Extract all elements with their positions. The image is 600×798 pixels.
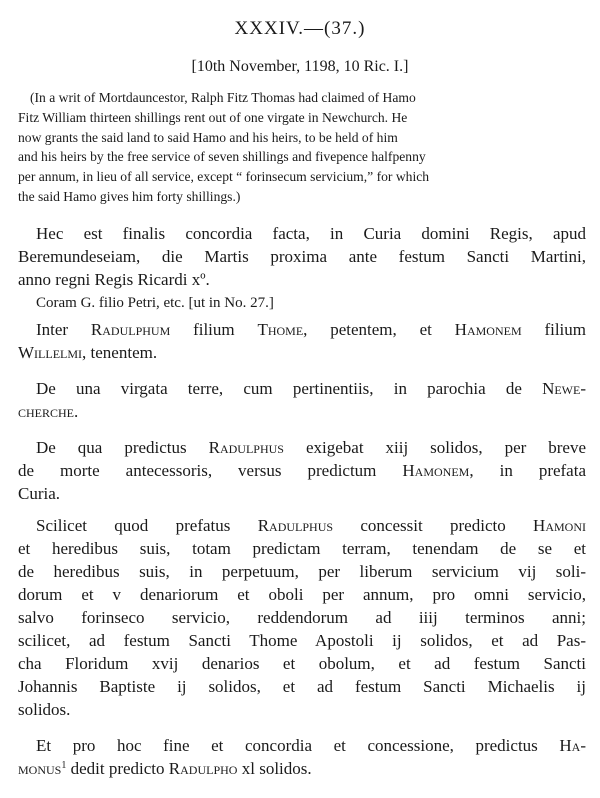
text-line: Inter Radulphum filium Thome, petentem, et Hamonem filium <box>36 320 586 339</box>
entry-date: [10th November, 1198, 10 Ric. I.] <box>191 58 409 75</box>
paragraph-scilicet <box>18 514 586 721</box>
text-line: de morte antecessoris, versus predictum Hamonem, in prefata <box>18 461 586 480</box>
paragraph-inter <box>18 318 586 364</box>
text-line: monus$^1$ dedit predicto Radulpho xl solidos. <box>18 759 312 778</box>
paragraph-concordia <box>18 222 586 291</box>
text-line: De qua predictus Radulphus exigebat xiij solidos, per breve <box>36 438 587 457</box>
entry-heading: XXXIV.—(37.) <box>234 18 366 39</box>
summary-line: per annum, in lieu of all service, except “ forinsecum servicium,” for which <box>18 169 430 185</box>
text-line: Et pro hoc fine et concordia et concessione, predictus Ha- <box>36 736 586 755</box>
text-line: De una virgata terre, cum pertinentiis, in parochia de Newe- <box>36 379 586 398</box>
text-line: cha Floridum xvij denarios et obolum, et ad festum Sancti <box>18 654 586 673</box>
text-line: scilicet, ad festum Sancti Thome Apostoli ij solidos, et ad Pas- <box>18 631 586 650</box>
text-line: salvo forinseco servicio, reddendorum ad iiij terminos anni; <box>18 608 586 627</box>
text-line: solidos. <box>18 700 71 719</box>
text-line: Johannis Baptiste ij solidos, et ad festum Sancti Michaelis ij <box>18 677 586 696</box>
paragraph-et-pro-hoc <box>18 734 586 780</box>
paragraph-virgata <box>18 377 586 423</box>
english-summary <box>18 88 584 207</box>
text-line: cherche. <box>18 402 79 421</box>
text-line: Scilicet quod prefatus Radulphus concessit predicto Hamoni <box>36 516 586 535</box>
text-line: de heredibus suis, in perpetuum, per liberum servicium vij soli- <box>18 562 586 581</box>
paragraph-de-qua <box>18 436 586 505</box>
text-line: dorum et v denariorum et oboli per annum, pro omni servicio, <box>18 585 586 604</box>
text-line: anno regni Regis Ricardi xº. <box>18 270 210 289</box>
coram-line: Coram G. filio Petri, etc. [ut in No. 27.] <box>36 295 274 311</box>
footnote-marker[interactable]: 1 <box>61 760 67 771</box>
text-line: Willelmi, tenentem. <box>18 343 158 362</box>
summary-line: Fitz William thirteen shillings rent out of one virgate in Newchurch. He <box>18 109 408 125</box>
text-line: et heredibus suis, totam predictam terram, tenendam de se et <box>18 539 586 558</box>
summary-line: (In a writ of Mortdauncestor, Ralph Fitz Thomas had claimed of Hamo <box>30 90 416 105</box>
summary-line: now grants the said land to said Hamo and his heirs, to be held of him <box>18 129 398 145</box>
text-line: Curia. <box>18 484 61 503</box>
summary-line: the said Hamo gives him forty shillings.) <box>18 188 241 204</box>
text-line: Hec est finalis concordia facta, in Curia domini Regis, apud <box>36 224 586 243</box>
summary-line: and his heirs by the free service of seven shillings and fivepence halfpenny <box>18 149 426 165</box>
text-line: Beremundeseiam, die Martis proxima ante festum Sancti Martini, <box>18 247 586 266</box>
